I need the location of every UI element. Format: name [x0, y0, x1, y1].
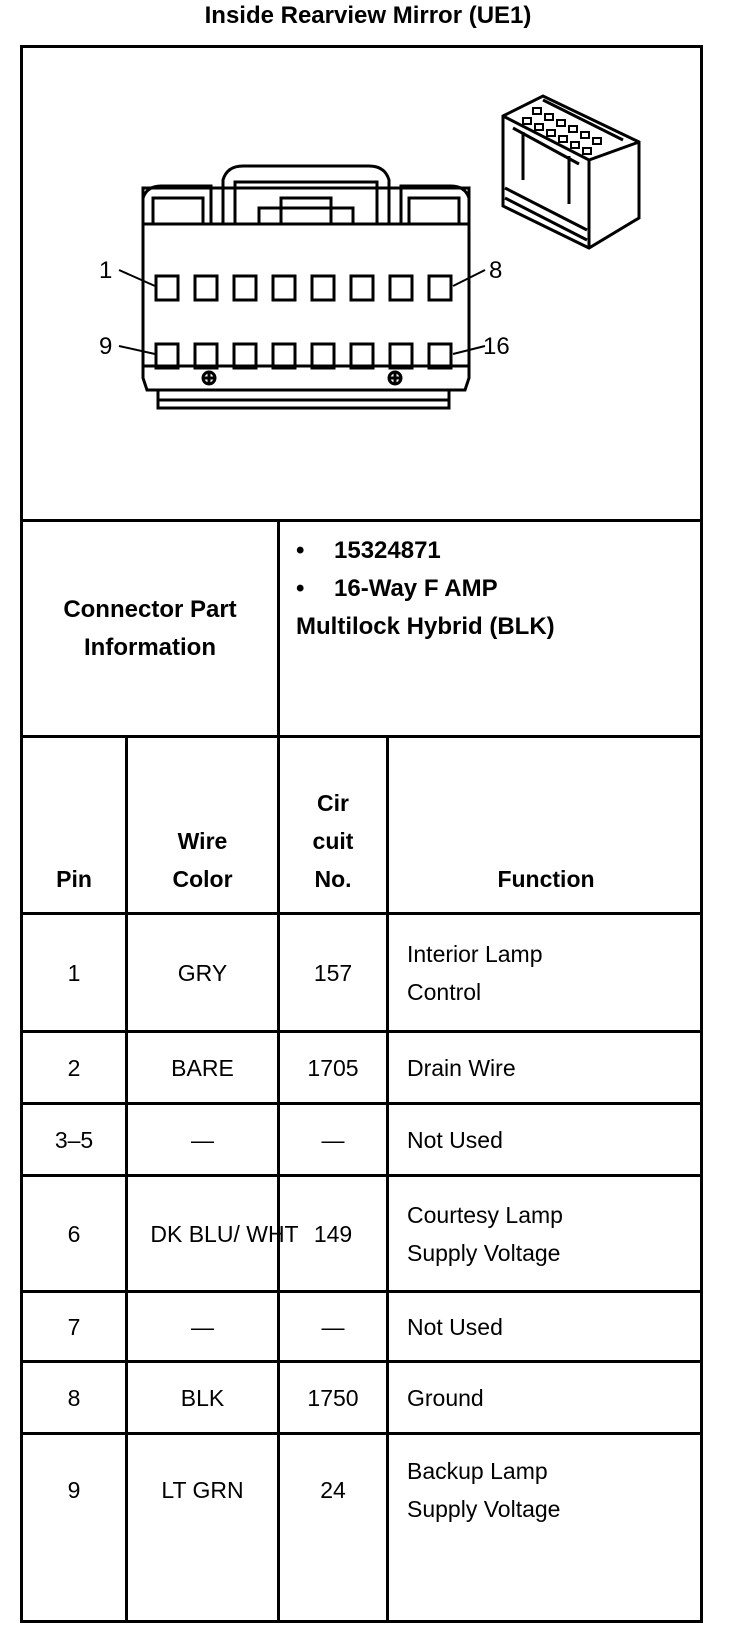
pin-label-8: 8 — [489, 257, 503, 284]
table-cell-function: Ground — [407, 1384, 484, 1411]
table-cell-circuit: — — [321, 1313, 345, 1340]
pin-label-16: 16 — [483, 333, 510, 360]
table-cell-wire-color: — — [191, 1313, 214, 1340]
table-cell-function: Interior Lamp Control — [407, 940, 543, 1005]
table-cell-circuit: 1750 — [307, 1384, 359, 1411]
table-cell-function: Courtesy Lamp Supply Voltage — [407, 1201, 563, 1266]
connector-info-label: Connector Part Information — [63, 595, 237, 661]
table-cell-pin: 9 — [67, 1477, 81, 1503]
table-cell-function: Backup Lamp Supply Voltage — [407, 1458, 561, 1522]
connector-info-list: • 15324871 • 16-Way F AMP Multilock Hybrid (BLK) — [296, 532, 696, 646]
table-cell-pin: 8 — [67, 1384, 81, 1411]
table-cell-pin: 2 — [67, 1054, 81, 1081]
table-cell-pin: 1 — [67, 959, 81, 986]
table-cell-pin: 6 — [67, 1220, 81, 1247]
connector-diagram — [23, 48, 700, 518]
table-cell-pin: 7 — [67, 1313, 81, 1340]
table-cell-circuit: 157 — [313, 959, 353, 986]
table-cell-function: Not Used — [407, 1126, 503, 1153]
header-circuit-no: Cir cuit No. — [312, 790, 354, 892]
header-wire-color: Wire Color — [172, 828, 233, 892]
page-title: Inside Rearview Mirror (UE1) — [204, 2, 532, 29]
header-function: Function — [497, 866, 595, 892]
table-cell-circuit: 24 — [320, 1477, 346, 1503]
part-number: 15324871 — [334, 537, 441, 564]
table-cell-function: Not Used — [407, 1313, 503, 1340]
table-cell-circuit: 149 — [313, 1220, 353, 1247]
table-cell-wire-color: LT GRN — [161, 1477, 244, 1503]
connector-body — [143, 166, 469, 408]
pin-label-9: 9 — [99, 333, 113, 360]
header-pin: Pin — [56, 866, 92, 892]
connector-description: 16-Way F AMP — [334, 575, 498, 602]
connector-description-line2: Multilock Hybrid (BLK) — [296, 613, 555, 640]
connector-isometric-icon — [503, 96, 639, 248]
table-cell-circuit: — — [321, 1126, 345, 1153]
table-cell-circuit: 1705 — [307, 1054, 359, 1081]
table-cell-wire-color: BARE — [171, 1054, 234, 1081]
table-cell-function: Drain Wire — [407, 1054, 516, 1081]
pin-label-1: 1 — [99, 257, 113, 284]
table-cell-wire-color: BLK — [180, 1384, 225, 1411]
table-cell-wire-color: DK BLU/ WHT — [150, 1220, 299, 1247]
table-cell-pin: 3–5 — [54, 1126, 94, 1153]
table-cell-wire-color: GRY — [177, 959, 228, 986]
table-cell-wire-color: — — [191, 1126, 214, 1153]
pin-cavities — [156, 276, 451, 368]
